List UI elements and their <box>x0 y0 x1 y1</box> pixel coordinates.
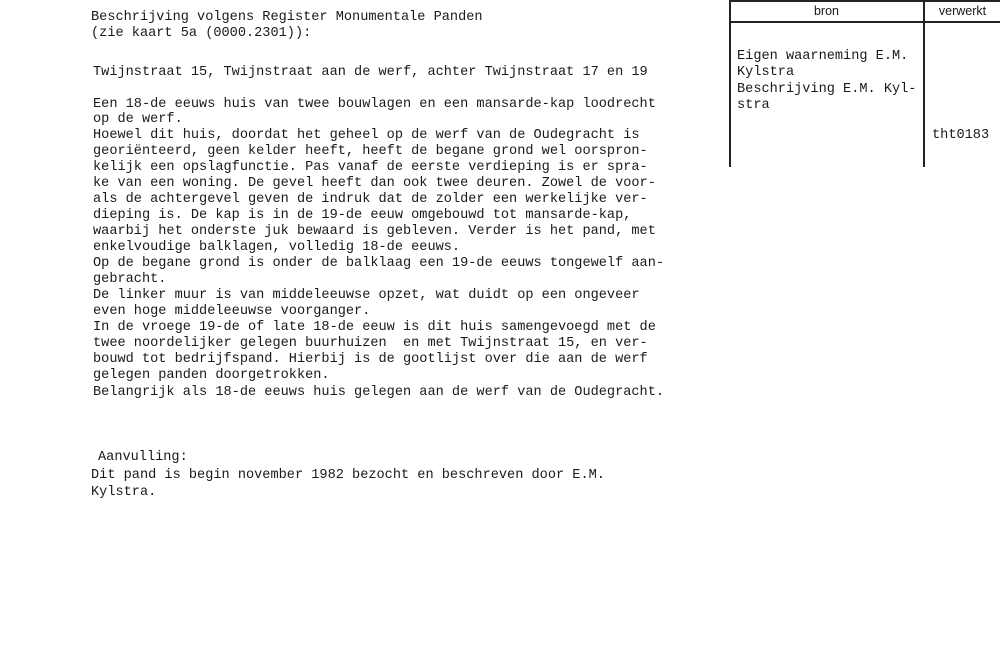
body-line: op de werf. <box>93 112 183 127</box>
address-line: Twijnstraat 15, Twijnstraat aan de werf, achter Twijnstraat 17 en 19 <box>93 65 648 80</box>
body-line: kelijk een opslagfunctie. Pas vanaf de eerste verdieping is er spra- <box>93 160 648 175</box>
body-line: bouwd tot bedrijfspand. Hierbij is de gootlijst over die aan de werf <box>93 352 648 367</box>
body-line: In de vroege 19-de of late 18-de eeuw is dit huis samengevoegd met de <box>93 320 656 335</box>
source-line: Beschrijving E.M. Kyl- <box>737 82 917 97</box>
body-line: De linker muur is van middeleeuwse opzet, wat duidt op een ongeveer <box>93 288 640 303</box>
body-line: Een 18-de eeuws huis van twee bouwlagen en een mansarde-kap loodrecht <box>93 97 656 112</box>
table-border-left <box>729 0 731 167</box>
header-line-1: Beschrijving volgens Register Monumentale Panden <box>91 10 483 25</box>
table-header-rule <box>729 21 1000 23</box>
body-line: georiënteerd, geen kelder heeft, heeft de begane grond wel oorspron- <box>93 144 648 159</box>
source-line: Kylstra <box>737 65 795 80</box>
supplement-line-2: Kylstra. <box>91 485 157 500</box>
processed-code: tht0183 <box>932 128 990 143</box>
column-header-verwerkt: verwerkt <box>938 4 987 18</box>
source-line: stra <box>737 98 770 113</box>
body-line: enkelvoudige balklagen, volledig 18-de eeuws. <box>93 240 461 255</box>
header-line-2: (zie kaart 5a (0000.2301)): <box>91 26 312 41</box>
body-line: gebracht. <box>93 272 167 287</box>
body-line: gelegen panden doorgetrokken. <box>93 368 330 383</box>
body-line: Belangrijk als 18-de eeuws huis gelegen aan de werf van de Oudegracht. <box>93 385 665 400</box>
body-line: als de achtergevel geven de indruk dat de zolder een werkelijke ver- <box>93 192 648 207</box>
table-border-middle <box>923 0 925 167</box>
body-line: even hoge middeleeuwse voorganger. <box>93 304 371 319</box>
column-header-bron: bron <box>813 4 840 18</box>
table-header-rule-top <box>729 0 1000 2</box>
body-line: waarbij het onderste juk bewaard is gebleven. Verder is het pand, met <box>93 224 656 239</box>
body-line: ke van een woning. De gevel heeft dan ook twee deuren. Zowel de voor- <box>93 176 656 191</box>
source-line: Eigen waarneming E.M. <box>737 49 909 64</box>
body-line: dieping is. De kap is in de 19-de eeuw omgebouwd tot mansarde-kap, <box>93 208 632 223</box>
body-line: twee noordelijker gelegen buurhuizen en met Twijnstraat 15, en ver- <box>93 336 648 351</box>
body-line: Op de begane grond is onder de balklaag een 19-de eeuws tongewelf aan- <box>93 256 665 271</box>
supplement-line-1: Dit pand is begin november 1982 bezocht en beschreven door E.M. <box>91 468 605 483</box>
body-line: Hoewel dit huis, doordat het geheel op de werf van de Oudegracht is <box>93 128 640 143</box>
supplement-heading: Aanvulling: <box>98 450 188 465</box>
